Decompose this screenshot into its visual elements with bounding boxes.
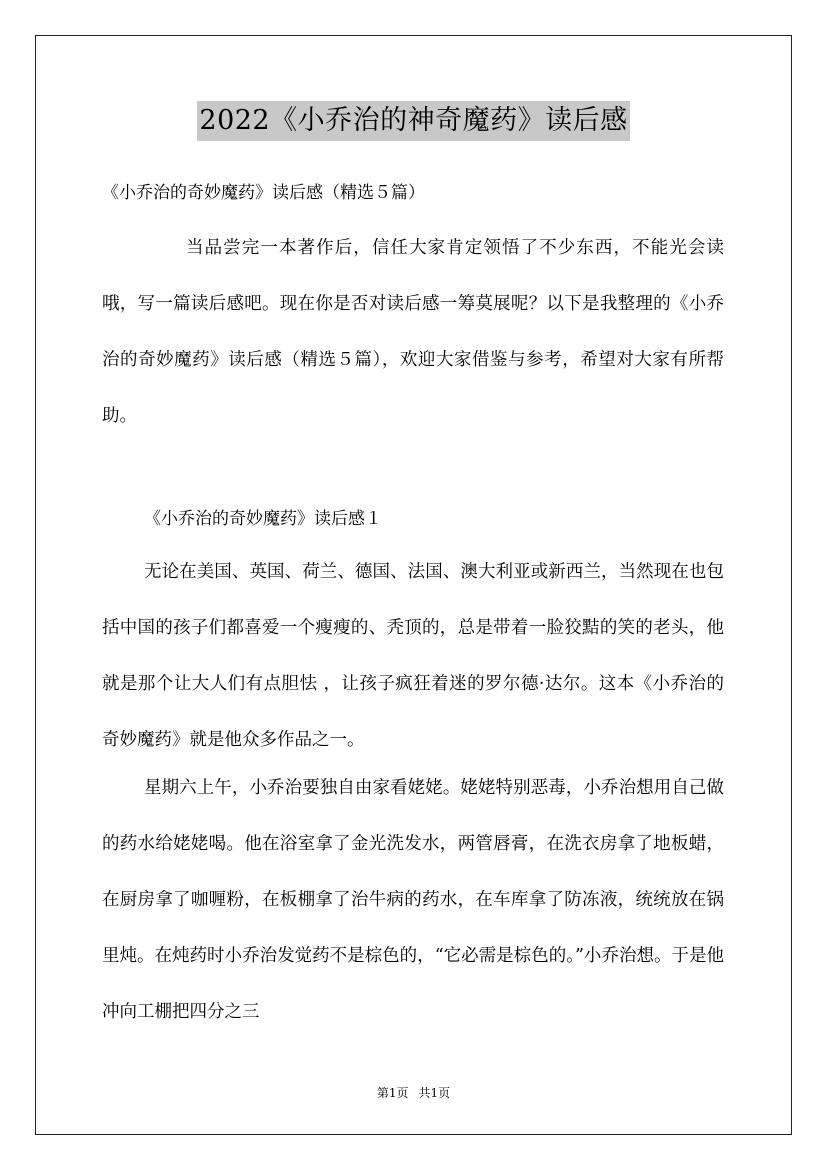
body-paragraph-2: 星期六上午，小乔治要独自由家看姥姥。姥姥特别恶毒，小乔治想用自己做的药水给姥姥喝。他在浴室拿了金光洗发水，两管唇膏，在洗衣房拿了地板蜡，在厨房拿了咖喱粉，在板棚拿了治牛病的药水，在车库拿了防冻液，统统放在锅里炖。在炖药时小乔治发觉药不是棕色的，“它必需是棕色的。”小乔治想。于是他冲向工棚把四分之三 — [102, 778, 724, 1022]
document-subtitle: 《小乔治的奇妙魔药》读后感（精选５篇） — [102, 183, 425, 203]
intro-paragraph: 当品尝完一本著作后，信任大家肯定领悟了不少东西，不能光会读哦，写一篇读后感吧。现在你是否对读后感一筹莫展呢？以下是我整理的《小乔治的奇妙魔药》读后感（精选５篇），欢迎大家借鉴与参考，希望对大家有所帮助。 — [102, 238, 724, 426]
section-heading: 《小乔治的奇妙魔药》读后感１ — [144, 509, 382, 529]
body-paragraph-1: 无论在美国、英国、荷兰、德国、法国、澳大利亚或新西兰，当然现在也包括中国的孩子们都喜爱一个瘦瘦的、秃顶的，总是带着一脸狡黠的笑的老头，他就是那个让大人们有点胆怯 ，让孩子疯狂着迷的罗尔德·达尔。这本《小乔治的奇妙魔药》就是他众多作品之一。 — [102, 562, 724, 750]
document-title: 2022《小乔治的神奇魔药》读后感 — [197, 101, 629, 141]
page-footer — [0, 1085, 827, 1101]
page-number: 第1页 — [376, 1086, 409, 1100]
title-container — [0, 101, 827, 141]
page-total: 共1页 — [418, 1086, 451, 1100]
